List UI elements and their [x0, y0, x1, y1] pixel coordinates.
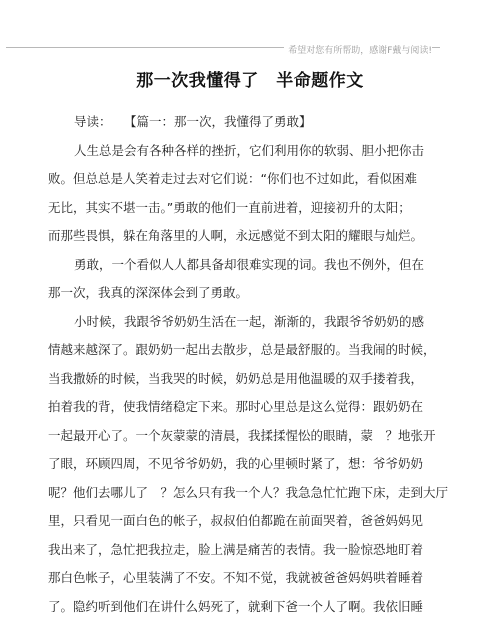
paragraph-line: 一起最开心了。一个灰蒙蒙的清晨，我揉揉惺忪的眼睛，蒙 ？地张开 [48, 422, 452, 451]
paragraph-line: 呢？他们去哪儿了 ？怎么只有我一个人？我急急忙忙跑下床，走到大厅 [48, 479, 452, 508]
header-note: 希望对您有所帮助，感谢F戴与阅读! [284, 43, 432, 56]
paragraph-line: 情越来越深了。跟奶奶一起出去散步，总是最舒服的。当我闹的时候， [48, 336, 452, 365]
paragraph-line: 人生总是会有各种各样的挫折，它们利用你的软弱、胆小把你击 [48, 137, 452, 166]
paragraph-line: 勇敢，一个看似人人都具备却很难实现的词。我也不例外，但在 [48, 251, 452, 280]
article-title: 那一次我懂得了 半命题作文 [0, 66, 500, 91]
paragraph-line: 无比，其实不堪一击。”勇敢的他们一直前进着，迎接初升的太阳； [48, 194, 452, 223]
paragraph-line: 而那些畏惧，躲在角落里的人啊，永远感觉不到太阳的耀眼与灿烂。 [48, 222, 452, 251]
paragraph-line: 小时候，我跟爷爷奶奶生活在一起，渐渐的，我跟爷爷奶奶的感 [48, 308, 452, 337]
paragraph-line: 败。但总总是人笑着走过去对它们说：“你们也不过如此，看似困难 [48, 165, 452, 194]
article-body [48, 108, 452, 621]
paragraph-line: 导读： 【篇一：那一次，我懂得了勇敢】 [48, 108, 452, 137]
paragraph-line: 了眼，环顾四周，不见爷爷奶奶，我的心里顿时紧了，想：爷爷奶奶 [48, 450, 452, 479]
paragraph-line: 那白色帐子，心里装满了不安。不知不觉，我就被爸爸妈妈哄着睡着 [48, 564, 452, 593]
paragraph-line: 拍着我的背，使我情绪稳定下来。那时心里总是这么觉得：跟奶奶在 [48, 393, 452, 422]
paragraph-line: 了。隐约听到他们在讲什么妈死了，就剩下爸一个人了啊。我依旧睡 [48, 593, 452, 621]
paragraph-line: 里，只看见一面白色的帐子，叔叔伯伯都跪在前面哭着，爸爸妈妈见 [48, 507, 452, 536]
paragraph-line: 那一次，我真的深深体会到了勇敢。 [48, 279, 452, 308]
paragraph-line: 我出来了，急忙把我拉走，脸上满是痛苦的表情。我一脸惊恐地盯着 [48, 536, 452, 565]
paragraph-line: 当我撒娇的时候，当我哭的时候，奶奶总是用他温暖的双手搂着我， [48, 365, 452, 394]
